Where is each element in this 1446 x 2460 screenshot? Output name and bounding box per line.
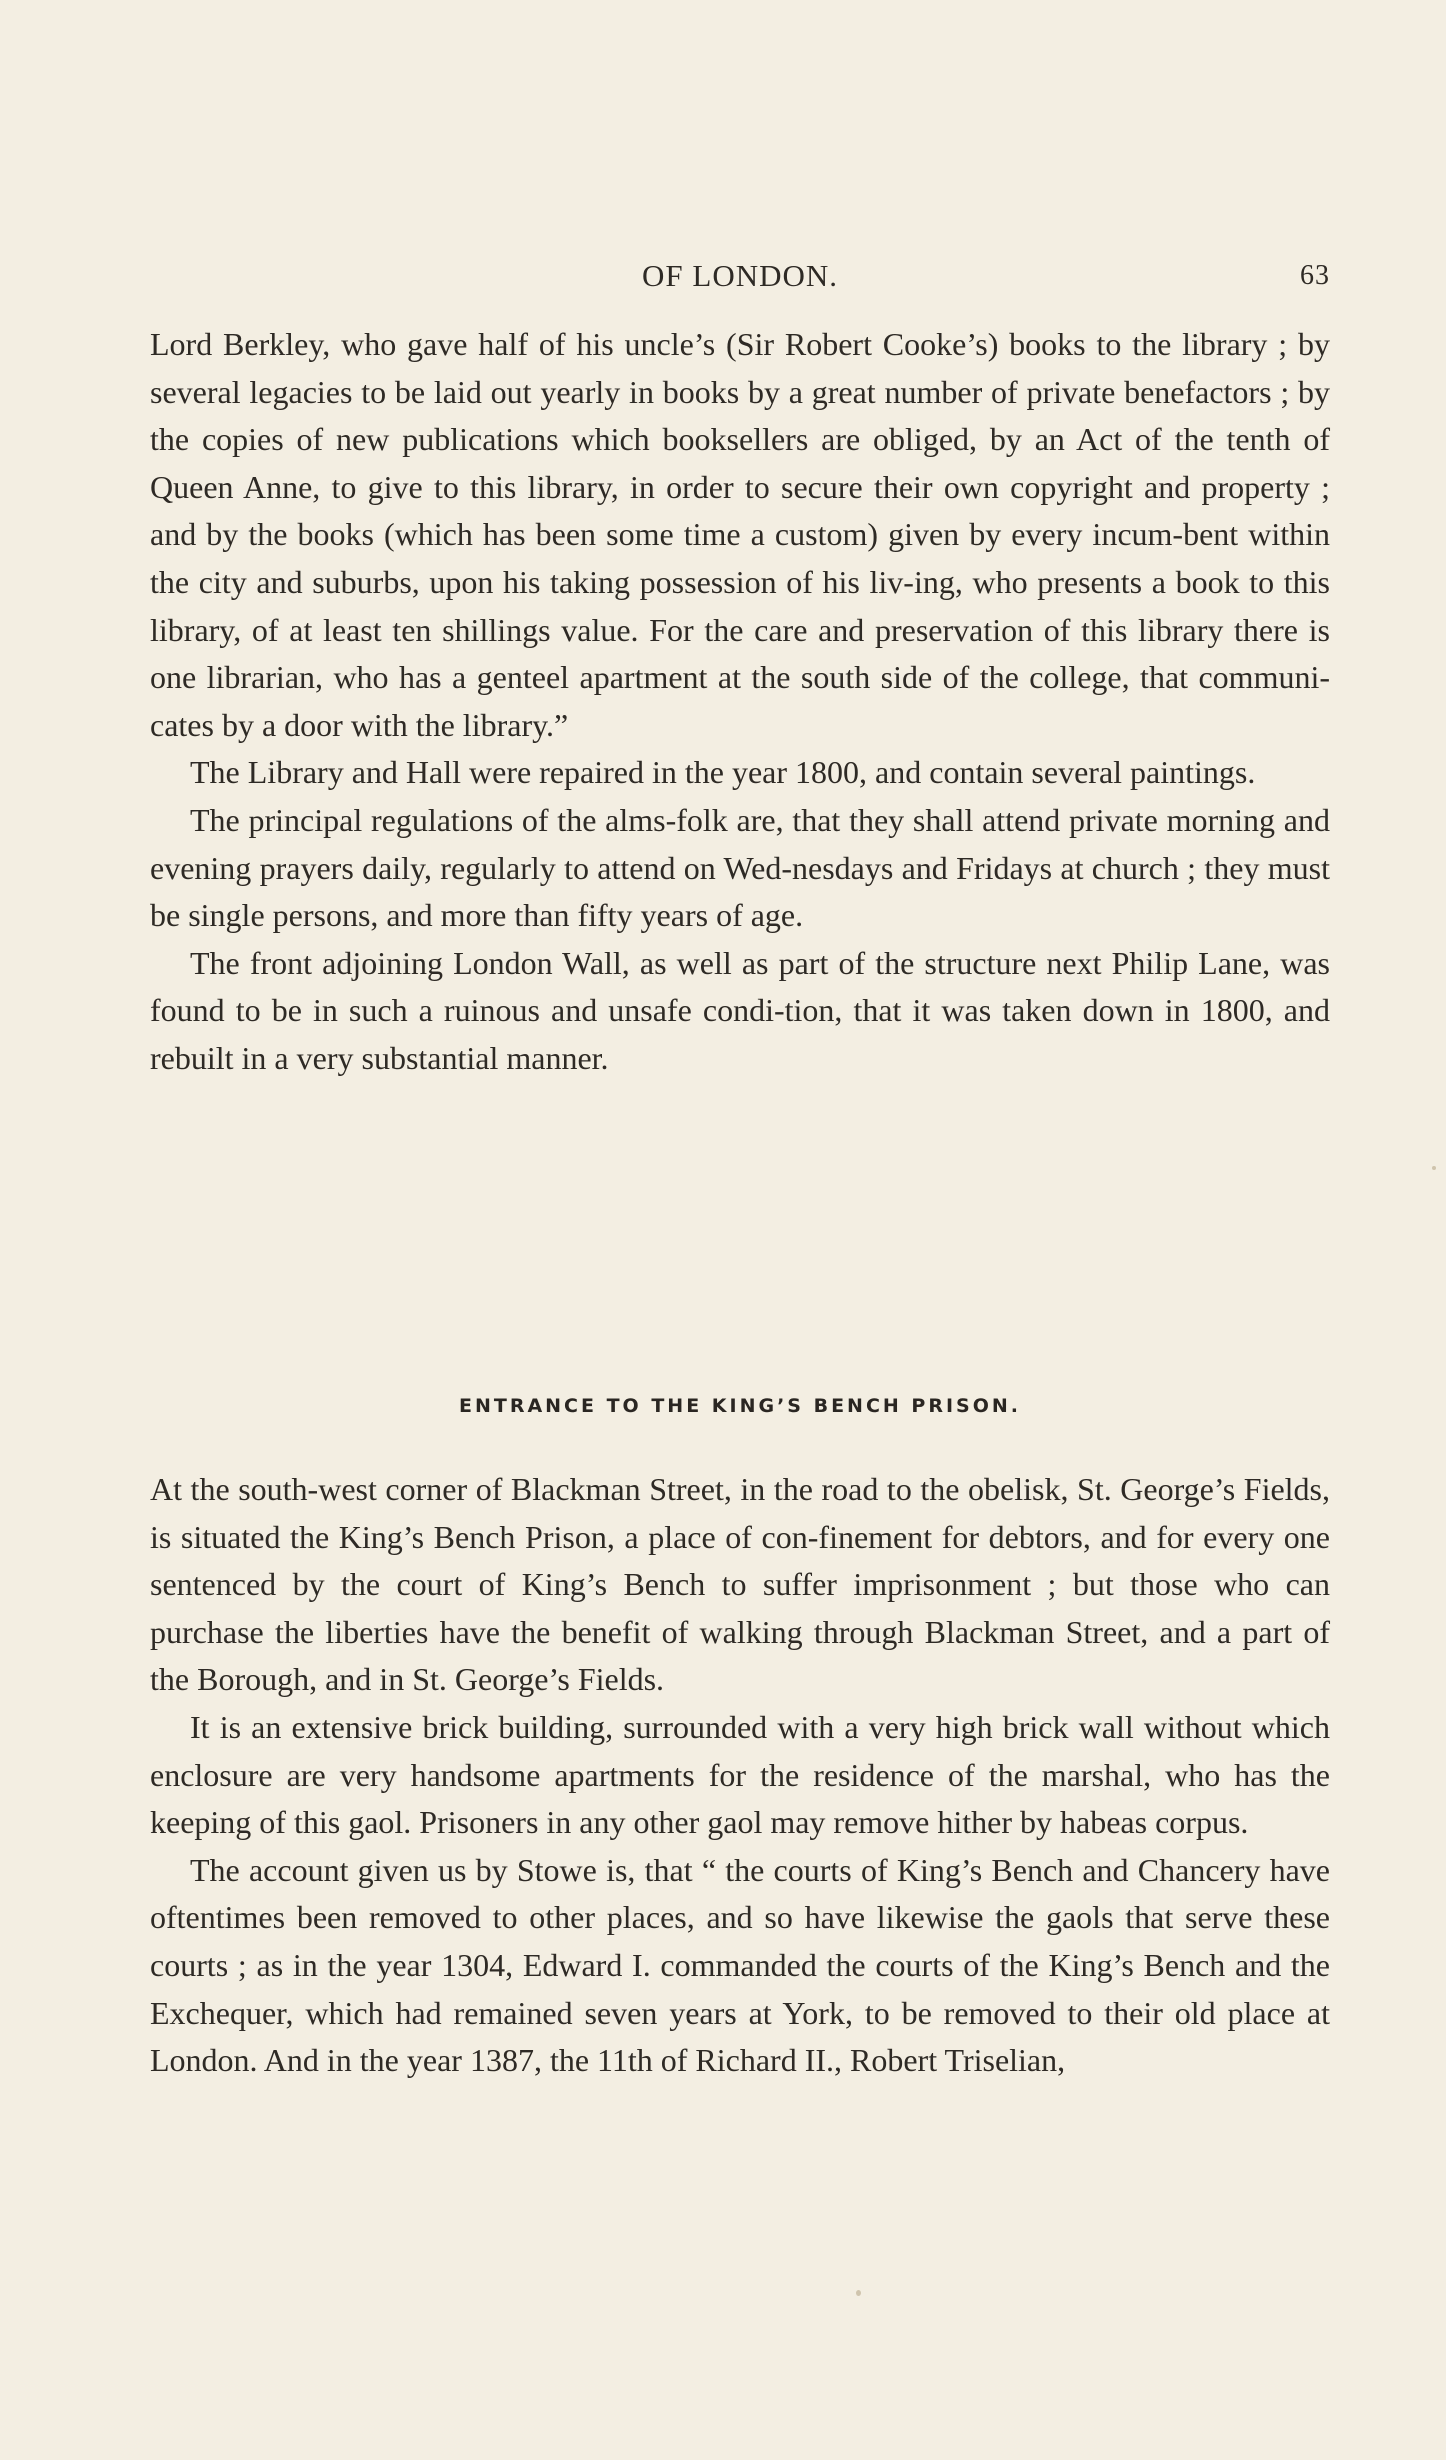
paragraph-library-benefactors: Lord Berkley, who gave half of his uncle’s (Sir Robert Cooke’s) books to the library ; by several legacies to be laid out yearly in books by a great number of private benefactors ; by the copies of new publications which booksellers are obliged, by an Act of the tenth of Queen Anne, to give to this library, in order to secure their own copyright and property ; and by the books (which has been some time a custom) given by every incum-bent within the city and suburbs, upon his taking possession of his liv-ing, who presents a book to this library, of at least ten shillings value. For the care and preservation of this library there is one librarian, who has a genteel apartment at the south side of the college, that communi-cates by a door with the library.” xyxy=(150,326,1330,743)
page-number: 63 xyxy=(1300,260,1330,291)
paragraph-stowe-account: The account given us by Stowe is, that “ the courts of King’s Bench and Chancery have oftentimes been removed to other places, and so have likewise the gaols that serve these courts ; as in the year 1304, Edward I. commanded the courts of the King’s Bench and the Exchequer, which had remained seven years at York, to be removed to their old place at London. And in the year 1387, the 11th of Richard II., Robert Triselian, xyxy=(150,1851,1330,2079)
paragraph-london-wall: The front adjoining London Wall, as well as part of the structure next Philip Lane, was found to be in such a ruinous and unsafe condi-tion, that it was taken down in 1800, and rebuilt in a very substantial manner. xyxy=(150,944,1330,1076)
paragraph-alms-folk: The principal regulations of the alms-folk are, that they shall attend private morning and evening prayers daily, regularly to attend on Wed-nesdays and Fridays at church ; they must be single persons, and more than fifty years of age. xyxy=(150,801,1330,934)
section-heading: ENTRANCE TO THE KING’S BENCH PRISON. xyxy=(458,1395,1021,1417)
paper-speck xyxy=(1432,1166,1436,1170)
paragraph-kings-bench-location xyxy=(150,1466,1330,1704)
lead-word: At xyxy=(150,1471,182,1507)
paragraph-library-repairs: The Library and Hall were repaired in the year 1800, and contain several paintings. xyxy=(190,754,1256,791)
paragraph-kings-bench-location-text: the south-west corner of Blackman Street, in the road to the obelisk, St. George’s Fields, is situated the King’s Bench Prison, a place of con-finement for debtors, and for every one sentenced by the court of King’s Bench to suffer imprisonment ; but those who can purchase the liberties have the benefit of walking through Blackman Street, and a part of the Borough, and in St. George’s Fields. xyxy=(150,1471,1330,1698)
paper-speck xyxy=(856,2290,861,2296)
section-2-body xyxy=(150,1466,1330,2085)
running-head xyxy=(150,258,1330,298)
running-title: OF LONDON. xyxy=(642,258,838,293)
paragraph-brick-building: It is an extensive brick building, surrounded with a very high brick wall without which enclosure are very handsome apartments for the residence of the marshal, who has the keeping of this gaol. Prisoners in any other gaol may remove hither by habeas corpus. xyxy=(150,1708,1330,1841)
section-1-body xyxy=(150,321,1330,1083)
